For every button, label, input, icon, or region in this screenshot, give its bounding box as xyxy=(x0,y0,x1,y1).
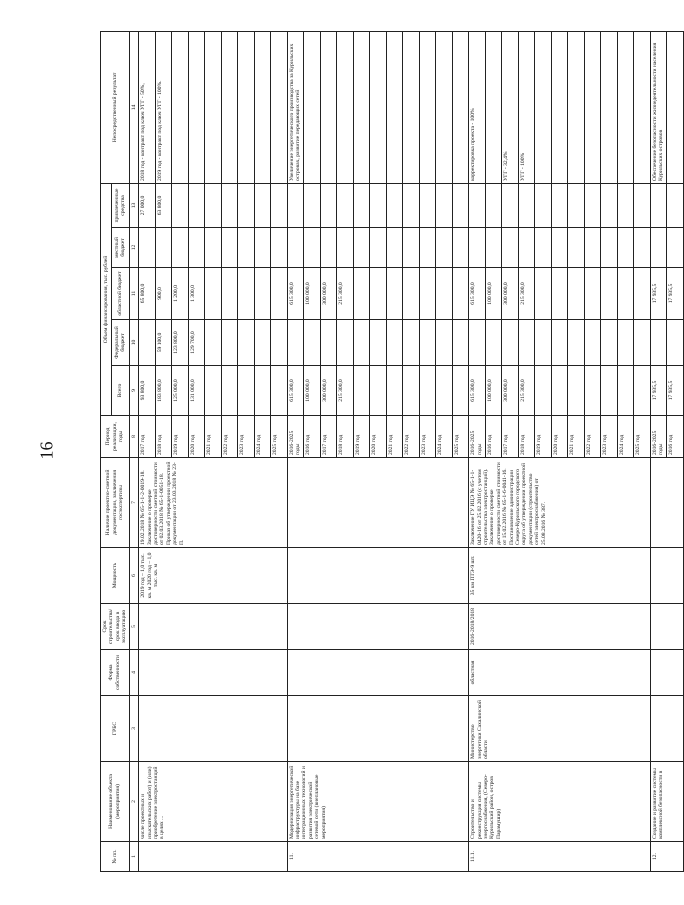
cell-regional xyxy=(584,268,601,320)
cell-attracted xyxy=(353,183,370,227)
cell-period: 2018 год xyxy=(337,416,354,458)
cell-total: 615 300,0 xyxy=(469,366,486,416)
col-num-header: № пп. xyxy=(101,842,130,872)
col-name-header: Наименование объекта (мероприятия) xyxy=(101,762,130,842)
cell-docs: 19.02.2018 № 65-1-1-2-0019-18. Заключение о проверке достоверности сметной стоимости от 02.03.2018 № 65-1-0051-18. Приказ об утверждении проектной документации от 23.03.2018 № 23-П. xyxy=(139,458,288,548)
cell-total: 300 000,0 xyxy=(502,366,519,416)
column-number: 6 xyxy=(129,548,138,604)
cell-local xyxy=(188,228,205,268)
cell-attracted xyxy=(419,183,436,227)
cell-regional: 1 300,0 xyxy=(188,268,205,320)
cell-total xyxy=(452,366,469,416)
cell-regional xyxy=(551,268,568,320)
column-number: 14 xyxy=(129,31,138,183)
cell-federal xyxy=(667,320,684,366)
cell-name: Модернизация энергетической инфраструктуры на базе интеграционных технологий и развития электрической сетевой сети (внеплановые мероприятия) xyxy=(287,762,469,842)
cell-regional xyxy=(353,268,370,320)
cell-period: 2017 год xyxy=(320,416,337,458)
column-number: 7 xyxy=(129,458,138,548)
col-grbs-header: ГРБС xyxy=(101,696,130,762)
cell-federal xyxy=(139,320,156,366)
cell-period: 2019 год xyxy=(353,416,370,458)
table-row xyxy=(139,31,156,871)
column-number: 10 xyxy=(129,320,138,366)
cell-result: 2018 год - контракт под ключ УГГ - 50%, xyxy=(139,31,156,183)
cell-period: 2025 год xyxy=(452,416,469,458)
cell-period: 2019 год xyxy=(535,416,552,458)
cell-attracted xyxy=(271,183,288,227)
cell-local xyxy=(254,228,271,268)
cell-local xyxy=(485,228,502,268)
cell-total xyxy=(403,366,420,416)
cell-period: 2016-2025 годы xyxy=(287,416,304,458)
cell-total xyxy=(221,366,238,416)
column-number: 12 xyxy=(129,228,138,268)
cell-regional xyxy=(271,268,288,320)
cell-local xyxy=(386,228,403,268)
cell-local xyxy=(551,228,568,268)
cell-form xyxy=(287,650,469,696)
cell-regional: 215 300,0 xyxy=(518,268,535,320)
cell-grbs xyxy=(650,696,683,762)
cell-local xyxy=(221,228,238,268)
cell-federal xyxy=(254,320,271,366)
cell-term xyxy=(287,604,469,650)
cell-federal: 129 700,0 xyxy=(188,320,205,366)
cell-federal xyxy=(568,320,585,366)
cell-attracted: 27 000,0 xyxy=(139,183,156,227)
cell-local xyxy=(287,228,304,268)
cell-result xyxy=(601,31,618,183)
cell-total xyxy=(419,366,436,416)
cell-total: 125 000,0 xyxy=(172,366,189,416)
col-form-header: Форма собственности xyxy=(101,650,130,696)
cell-federal xyxy=(419,320,436,366)
cell-period: 2016 год xyxy=(304,416,321,458)
cell-local xyxy=(205,228,222,268)
cell-attracted xyxy=(601,183,618,227)
cell-period: 2022 год xyxy=(403,416,420,458)
column-number: 8 xyxy=(129,416,138,458)
column-number: 11 xyxy=(129,268,138,320)
column-number: 5 xyxy=(129,604,138,650)
cell-attracted xyxy=(469,183,486,227)
cell-attracted xyxy=(436,183,453,227)
cell-federal xyxy=(403,320,420,366)
cell-grbs xyxy=(287,696,469,762)
cell-attracted xyxy=(650,183,667,227)
cell-period: 2024 год xyxy=(254,416,271,458)
cell-term: 2016-2018/2018 xyxy=(469,604,651,650)
cell-regional: 17 935,5 xyxy=(667,268,684,320)
cell-total xyxy=(205,366,222,416)
cell-regional xyxy=(535,268,552,320)
cell-federal xyxy=(205,320,222,366)
cell-regional xyxy=(452,268,469,320)
cell-local xyxy=(320,228,337,268)
cell-total xyxy=(551,366,568,416)
cell-regional xyxy=(254,268,271,320)
cell-docs xyxy=(650,458,683,548)
col-federal-header: Федеральный бюджет xyxy=(111,320,129,366)
cell-attracted xyxy=(551,183,568,227)
column-number: 4 xyxy=(129,650,138,696)
funding-table xyxy=(100,31,684,872)
cell-federal xyxy=(386,320,403,366)
cell-total: 615 300,0 xyxy=(287,366,304,416)
cell-period: 2024 год xyxy=(436,416,453,458)
cell-local xyxy=(502,228,519,268)
cell-name: Строительство и реконструкция системы энергоснабжения, (Северо-Курильский район, остров Парамушир) xyxy=(469,762,651,842)
cell-federal xyxy=(634,320,651,366)
cell-result: корректировка проекта - 100% xyxy=(469,31,486,183)
cell-attracted xyxy=(452,183,469,227)
table-row xyxy=(469,31,486,871)
cell-attracted xyxy=(667,183,684,227)
cell-federal xyxy=(518,320,535,366)
cell-capacity: 35 км ПТЭ-9 шт. xyxy=(469,548,651,604)
cell-total xyxy=(634,366,651,416)
funding-group-header: Объем финансирования, тыс. рублей xyxy=(101,183,112,415)
cell-regional: 1 200,0 xyxy=(172,268,189,320)
cell-federal xyxy=(238,320,255,366)
cell-attracted xyxy=(518,183,535,227)
cell-attracted xyxy=(568,183,585,227)
cell-period: 2021 год xyxy=(386,416,403,458)
cell-regional xyxy=(601,268,618,320)
cell-attracted xyxy=(205,183,222,227)
cell-local xyxy=(403,228,420,268)
cell-local xyxy=(634,228,651,268)
cell-regional xyxy=(221,268,238,320)
cell-federal xyxy=(370,320,387,366)
cell-local xyxy=(650,228,667,268)
cell-federal xyxy=(469,320,486,366)
cell-result xyxy=(271,31,288,183)
cell-result: Обеспечение безопасности жизнедеятельности населения Курильских островов xyxy=(650,31,667,183)
cell-period: 2020 год xyxy=(551,416,568,458)
cell-result xyxy=(337,31,354,183)
cell-attracted xyxy=(238,183,255,227)
cell-federal xyxy=(353,320,370,366)
cell-result: Увеличение энергетического производства за Курильских островах, развитие передающих сетей xyxy=(287,31,304,183)
cell-federal xyxy=(617,320,634,366)
cell-period: 2019 год xyxy=(172,416,189,458)
cell-local xyxy=(518,228,535,268)
cell-total xyxy=(370,366,387,416)
cell-result xyxy=(221,31,238,183)
cell-federal: 59 100,0 xyxy=(155,320,172,366)
cell-period: 2021 год xyxy=(205,416,222,458)
cell-total: 17 935,5 xyxy=(667,366,684,416)
cell-federal xyxy=(584,320,601,366)
page-number: 16 xyxy=(36,441,57,460)
cell-total xyxy=(617,366,634,416)
header-row xyxy=(101,31,112,871)
cell-total xyxy=(584,366,601,416)
cell-period: 2018 год xyxy=(155,416,172,458)
cell-regional xyxy=(370,268,387,320)
cell-regional: 65 800,0 xyxy=(139,268,156,320)
cell-result xyxy=(320,31,337,183)
cell-docs: Заключение ГУ ИЦЭ № 65-1-1-0420-16 от 25.02.2016 (с учетом строительства электростанций). Заключение о проверке достоверности сметной стоимости от 15.02.2016 № 65-1-6-0041-16. Постановление администрации Северо-Курильского городского округа об утверждении проектной документации (строительство сетей электроснабжения) от 25.08.2016 № 387. xyxy=(469,458,651,548)
cell-result xyxy=(419,31,436,183)
col-capacity-header: Мощность xyxy=(101,548,130,604)
cell-result xyxy=(386,31,403,183)
cell-result xyxy=(205,31,222,183)
cell-total: 183 800,0 xyxy=(155,366,172,416)
col-local-header: местный бюджет xyxy=(111,228,129,268)
cell-regional xyxy=(403,268,420,320)
cell-result xyxy=(436,31,453,183)
cell-local xyxy=(139,228,156,268)
cell-local xyxy=(304,228,321,268)
column-number-row xyxy=(129,31,138,871)
cell-result: УГГ - 32,4% xyxy=(502,31,519,183)
cell-period: 2016 год xyxy=(667,416,684,458)
cell-result xyxy=(304,31,321,183)
cell-grbs: Министерство энергетики Сахалинской области xyxy=(469,696,651,762)
cell-regional xyxy=(205,268,222,320)
cell-period: 2020 год xyxy=(370,416,387,458)
cell-local xyxy=(172,228,189,268)
cell-attracted xyxy=(337,183,354,227)
cell-attracted xyxy=(221,183,238,227)
cell-period: 2017 год xyxy=(139,416,156,458)
cell-attracted xyxy=(617,183,634,227)
cell-period: 2016 год xyxy=(485,416,502,458)
cell-result xyxy=(667,31,684,183)
cell-local xyxy=(271,228,288,268)
table-body xyxy=(139,31,684,871)
cell-attracted xyxy=(304,183,321,227)
cell-federal xyxy=(551,320,568,366)
cell-regional xyxy=(634,268,651,320)
column-number: 3 xyxy=(129,696,138,762)
cell-period: 2017 год xyxy=(502,416,519,458)
column-number: 2 xyxy=(129,762,138,842)
cell-regional xyxy=(617,268,634,320)
cell-result xyxy=(353,31,370,183)
cell-federal xyxy=(436,320,453,366)
col-result-header: Непосредственный результат xyxy=(101,31,130,183)
cell-local xyxy=(370,228,387,268)
cell-attracted xyxy=(502,183,519,227)
cell-period: 2022 год xyxy=(221,416,238,458)
cell-local xyxy=(568,228,585,268)
cell-federal xyxy=(304,320,321,366)
cell-regional: 100 000,0 xyxy=(485,268,502,320)
cell-local xyxy=(337,228,354,268)
cell-total: 93 800,0 xyxy=(139,366,156,416)
cell-federal xyxy=(320,320,337,366)
cell-federal: 123 800,0 xyxy=(172,320,189,366)
cell-capacity xyxy=(650,548,683,604)
cell-attracted xyxy=(584,183,601,227)
document-page xyxy=(55,0,675,905)
cell-result xyxy=(238,31,255,183)
cell-total xyxy=(535,366,552,416)
cell-local xyxy=(238,228,255,268)
cell-attracted xyxy=(485,183,502,227)
cell-num: 11. xyxy=(287,842,469,872)
cell-attracted xyxy=(188,183,205,227)
cell-total xyxy=(568,366,585,416)
cell-term xyxy=(139,604,288,650)
cell-attracted xyxy=(535,183,552,227)
cell-local xyxy=(155,228,172,268)
cell-period: 2018 год xyxy=(518,416,535,458)
cell-num: 12. xyxy=(650,842,683,872)
cell-result xyxy=(535,31,552,183)
col-docs-header: Наличие проектно-сметной документации, заключения госэкспертизы xyxy=(101,458,130,548)
cell-attracted xyxy=(172,183,189,227)
cell-attracted xyxy=(370,183,387,227)
cell-local xyxy=(469,228,486,268)
cell-local xyxy=(436,228,453,268)
cell-local xyxy=(617,228,634,268)
cell-capacity: 2019 год – 1,0 тыс. кв. м 2020 год – 1,0 тыс. кв. м xyxy=(139,548,288,604)
cell-attracted xyxy=(386,183,403,227)
cell-result xyxy=(584,31,601,183)
cell-num: 11.1. xyxy=(469,842,651,872)
cell-total xyxy=(254,366,271,416)
cell-total xyxy=(386,366,403,416)
cell-total: 100 000,0 xyxy=(485,366,502,416)
cell-period: 2023 год xyxy=(419,416,436,458)
column-number: 1 xyxy=(129,842,138,872)
cell-period: 2023 год xyxy=(601,416,618,458)
cell-total xyxy=(238,366,255,416)
cell-regional: 615 300,0 xyxy=(469,268,486,320)
cell-form: областная xyxy=(469,650,651,696)
cell-federal xyxy=(287,320,304,366)
col-attracted-header: привлеченные средства xyxy=(111,183,129,227)
cell-federal xyxy=(485,320,502,366)
cell-federal xyxy=(650,320,667,366)
cell-period: 2016-2025 годы xyxy=(650,416,667,458)
cell-total xyxy=(601,366,618,416)
cell-total: 100 000,0 xyxy=(304,366,321,416)
table-row xyxy=(287,31,304,871)
cell-docs xyxy=(287,458,469,548)
cell-result xyxy=(485,31,502,183)
cell-attracted xyxy=(634,183,651,227)
col-term-header: Срок строительства/ срок ввода в эксплуатацию xyxy=(101,604,130,650)
cell-name: числе проектных и изыскательских работ) и (или) приобретение электростанций в целях ... xyxy=(139,762,288,842)
cell-period: 2021 год xyxy=(568,416,585,458)
column-number: 9 xyxy=(129,366,138,416)
cell-regional: 300 000,0 xyxy=(502,268,519,320)
cell-result xyxy=(452,31,469,183)
cell-federal xyxy=(221,320,238,366)
cell-regional: 300 000,0 xyxy=(320,268,337,320)
cell-regional xyxy=(386,268,403,320)
cell-regional: 615 300,0 xyxy=(287,268,304,320)
cell-result xyxy=(370,31,387,183)
cell-period: 2022 год xyxy=(584,416,601,458)
cell-term xyxy=(650,604,683,650)
cell-result xyxy=(188,31,205,183)
cell-period: 2016-2025 годы xyxy=(469,416,486,458)
cell-total: 215 300,0 xyxy=(337,366,354,416)
cell-local xyxy=(535,228,552,268)
col-period-header: Период реализации, годы xyxy=(101,416,130,458)
cell-num xyxy=(139,842,288,872)
cell-local xyxy=(584,228,601,268)
cell-result xyxy=(634,31,651,183)
cell-local xyxy=(667,228,684,268)
cell-name: Создание и развитие системы комплексной безопасности в xyxy=(650,762,683,842)
cell-federal xyxy=(271,320,288,366)
cell-regional: 900,0 xyxy=(155,268,172,320)
cell-federal xyxy=(535,320,552,366)
cell-attracted: 63 800,0 xyxy=(155,183,172,227)
cell-federal xyxy=(502,320,519,366)
cell-regional xyxy=(568,268,585,320)
cell-regional: 215 300,0 xyxy=(337,268,354,320)
cell-regional xyxy=(436,268,453,320)
cell-attracted xyxy=(287,183,304,227)
cell-attracted xyxy=(254,183,271,227)
cell-federal xyxy=(452,320,469,366)
cell-federal xyxy=(337,320,354,366)
cell-total xyxy=(353,366,370,416)
cell-total: 17 935,5 xyxy=(650,366,667,416)
cell-total: 215 300,0 xyxy=(518,366,535,416)
cell-period: 2025 год xyxy=(634,416,651,458)
cell-capacity xyxy=(287,548,469,604)
cell-period: 2025 год xyxy=(271,416,288,458)
cell-grbs xyxy=(139,696,288,762)
cell-attracted xyxy=(320,183,337,227)
col-total-header: Всего xyxy=(111,366,129,416)
cell-local xyxy=(601,228,618,268)
cell-local xyxy=(353,228,370,268)
column-number: 13 xyxy=(129,183,138,227)
cell-period: 2020 год xyxy=(188,416,205,458)
cell-local xyxy=(452,228,469,268)
cell-form xyxy=(650,650,683,696)
cell-form xyxy=(139,650,288,696)
cell-result: 2019 год - контракт под ключ УГГ - 100%. xyxy=(155,31,172,183)
cell-result xyxy=(254,31,271,183)
cell-total: 300 000,0 xyxy=(320,366,337,416)
cell-result xyxy=(172,31,189,183)
cell-period: 2024 год xyxy=(617,416,634,458)
cell-result xyxy=(568,31,585,183)
cell-total xyxy=(271,366,288,416)
cell-result xyxy=(617,31,634,183)
cell-total xyxy=(436,366,453,416)
cell-regional: 100 000,0 xyxy=(304,268,321,320)
cell-federal xyxy=(601,320,618,366)
cell-total: 131 000,0 xyxy=(188,366,205,416)
col-regional-header: областной бюджет xyxy=(111,268,129,320)
cell-attracted xyxy=(403,183,420,227)
cell-regional: 17 935,5 xyxy=(650,268,667,320)
cell-result: УГГ - 100% xyxy=(518,31,535,183)
cell-result xyxy=(551,31,568,183)
cell-period: 2023 год xyxy=(238,416,255,458)
cell-regional xyxy=(419,268,436,320)
table-row xyxy=(650,31,667,871)
cell-result xyxy=(403,31,420,183)
cell-local xyxy=(419,228,436,268)
cell-regional xyxy=(238,268,255,320)
